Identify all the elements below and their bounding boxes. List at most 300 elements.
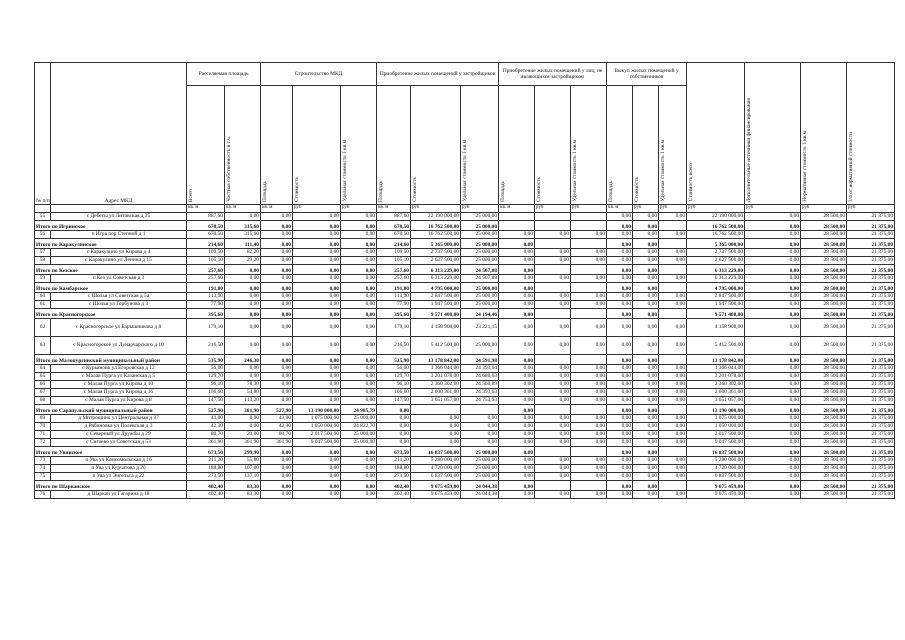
value-cell: 0,00 [571, 423, 607, 431]
value-cell: 0,00 [659, 423, 687, 431]
value-cell: 0,00 [261, 465, 293, 473]
value-cell [571, 213, 607, 221]
row-number: 65 [35, 373, 51, 381]
value-cell: 28 500,00 [801, 381, 847, 389]
value-cell: 0,00 [261, 293, 293, 301]
value-cell: 535,90 [377, 355, 411, 365]
value-cell: 0,00 [225, 213, 261, 221]
value-cell: 0,00 [499, 423, 535, 431]
subtotal-row [35, 481, 895, 491]
value-cell: 2 017 500,00 [687, 431, 745, 439]
value-cell: 0,00 [461, 439, 499, 447]
value-cell: 0,00 [659, 213, 687, 221]
value-cell: 106,60 [377, 389, 411, 397]
value-cell: 0,00 [745, 373, 801, 381]
value-cell: 0,00 [745, 257, 801, 265]
value-cell: 0,00 [745, 381, 801, 389]
value-cell: 670,50 [187, 221, 225, 231]
value-cell: 0,00 [499, 231, 535, 239]
value-cell: 0,00 [633, 309, 659, 319]
value-cell: 0,00 [745, 439, 801, 447]
value-cell: 0,00 [261, 457, 293, 465]
value-cell: 0,00 [341, 275, 377, 283]
value-cell: 0,00 [745, 389, 801, 397]
value-cell: 24 507,88 [461, 265, 499, 275]
value-cell: 96,10 [187, 381, 225, 389]
row-number: 57 [35, 249, 51, 257]
value-cell: 0,00 [633, 373, 659, 381]
value-cell: 0,00 [745, 309, 801, 319]
value-cell: 0,00 [535, 457, 571, 465]
row-address: д Митрошино ул Центральная д 37 [51, 415, 187, 423]
value-cell: 0,00 [461, 431, 499, 439]
value-cell: 361,90 [261, 439, 293, 447]
value-cell: 0,00 [499, 457, 535, 465]
value-cell: 0,00 [633, 465, 659, 473]
value-cell: 2 737 500,00 [687, 249, 745, 257]
value-cell: 25 000,00 [461, 239, 499, 249]
value-cell: 5 412 500,00 [687, 337, 745, 355]
value-cell: 5 280 000,00 [687, 457, 745, 465]
value-cell: 670,50 [187, 231, 225, 239]
value-cell: 0,00 [607, 283, 633, 293]
resettlement-table [34, 62, 895, 499]
value-cell: 0,00 [293, 257, 341, 265]
table-row [35, 473, 895, 481]
value-cell: 0,00 [745, 397, 801, 405]
col-dev-cost-header: Стоимость [411, 86, 461, 205]
group-buyout: Выкуп жилых помещений у собственников [607, 63, 687, 86]
value-cell: 21 375,00 [847, 265, 895, 275]
value-cell: 0,00 [607, 397, 633, 405]
row-address: с Курьяново ул Егоровская д 12 [51, 365, 187, 373]
group-resettled-area: Расселяемая площадь [187, 63, 261, 86]
value-cell: 0,00 [607, 381, 633, 389]
value-cell: 21 375,00 [847, 355, 895, 365]
value-cell: 0,00 [261, 447, 293, 457]
subtotal-label: Итого по Игринское [35, 221, 187, 231]
value-cell: 25 000,00 [461, 465, 499, 473]
value-cell: 105,10 [377, 257, 411, 265]
value-cell: 6 313 229,00 [687, 275, 745, 283]
unit-cell: кв. м [187, 205, 225, 213]
value-cell: 0,00 [659, 397, 687, 405]
value-cell: 0,00 [745, 473, 801, 481]
value-cell: 0,00 [659, 257, 687, 265]
value-cell: 0,00 [499, 319, 535, 337]
value-cell: 21 375,00 [847, 431, 895, 439]
value-cell: 0,00 [745, 447, 801, 457]
table-row [35, 231, 895, 239]
table-row [35, 465, 895, 473]
value-cell: 0,00 [745, 213, 801, 221]
value-cell: 0,00 [341, 389, 377, 397]
subtotal-row [35, 283, 895, 293]
value-cell: 0,00 [535, 431, 571, 439]
value-cell: 0,00 [341, 231, 377, 239]
value-cell: 0,00 [659, 457, 687, 465]
value-cell: 1 075 000,00 [687, 415, 745, 423]
value-cell: 24 753,93 [461, 397, 499, 405]
value-cell: 21 375,00 [847, 423, 895, 431]
value-cell [535, 221, 571, 231]
value-cell: 0,00 [377, 415, 411, 423]
row-number: 67 [35, 389, 51, 397]
value-cell: 28 500,00 [801, 239, 847, 249]
value-cell: 0,00 [745, 481, 801, 491]
value-cell: 0,00 [411, 439, 461, 447]
value-cell: 24 044,38 [461, 491, 499, 499]
value-cell: 2 847 500,00 [687, 293, 745, 301]
value-cell: 25 000,00 [461, 257, 499, 265]
row-address: с Малая Пурга ул Кирова д 10 [51, 381, 187, 389]
value-cell: 0,00 [293, 447, 341, 457]
value-cell: 0,00 [633, 381, 659, 389]
value-cell: 0,00 [293, 213, 341, 221]
value-cell: 188,80 [377, 465, 411, 473]
value-cell: 0,00 [633, 337, 659, 355]
value-cell: 56,00 [377, 365, 411, 373]
value-cell [535, 405, 571, 415]
value-cell: 0,00 [499, 373, 535, 381]
value-cell: 6 837 500,00 [411, 473, 461, 481]
value-cell: 0,00 [293, 365, 341, 373]
value-cell: 13 178 842,00 [687, 355, 745, 365]
value-cell: 28 500,00 [801, 481, 847, 491]
value-cell: 0,00 [261, 397, 293, 405]
group-purchase-other: Приобретение жилых помещений у лиц, не являющихся застройщиком [499, 63, 607, 86]
row-number: 72 [35, 439, 51, 447]
row-address: с Северный ул Дружбы д 29 [51, 431, 187, 439]
value-cell: 21 375,00 [847, 457, 895, 465]
value-cell: 0,00 [261, 221, 293, 231]
value-cell: 16 762 500,00 [411, 221, 461, 231]
value-cell: 0,00 [225, 293, 261, 301]
row-address: с Сигаево ул Советская д 53 [51, 439, 187, 447]
value-cell: 21 375,00 [847, 275, 895, 283]
value-cell: 0,00 [341, 365, 377, 373]
value-cell: 0,00 [745, 283, 801, 293]
value-cell: 82,20 [225, 249, 261, 257]
col-constr-area-header: Площадь [261, 86, 293, 205]
value-cell: 28 500,00 [801, 397, 847, 405]
value-cell: 21 375,00 [847, 473, 895, 481]
value-cell: 25 000,00 [461, 249, 499, 257]
value-cell: 28 500,00 [801, 319, 847, 337]
value-cell: 6 313 229,00 [687, 265, 745, 275]
value-cell: 0,00 [607, 481, 633, 491]
value-cell: 24 560,89 [461, 381, 499, 389]
value-cell: 0,00 [377, 405, 411, 415]
value-cell: 0,00 [745, 465, 801, 473]
row-address: д Шаркан ул Гагарина д 18 [51, 491, 187, 499]
col-address-header: Адрес МКД [51, 63, 187, 205]
row-number: 60 [35, 293, 51, 301]
value-cell: 216,50 [187, 337, 225, 355]
value-cell [659, 481, 687, 491]
value-cell: 28 500,00 [801, 337, 847, 355]
value-cell [535, 481, 571, 491]
value-cell [659, 405, 687, 415]
value-cell: 28 500,00 [801, 231, 847, 239]
value-cell: 0,00 [659, 319, 687, 337]
table-row [35, 213, 895, 221]
value-cell: 0,00 [499, 283, 535, 293]
value-cell: 56,00 [187, 365, 225, 373]
value-cell: 0,00 [535, 293, 571, 301]
value-cell: 4 158 908,00 [687, 319, 745, 337]
value-cell: 0,00 [261, 213, 293, 221]
table-row [35, 431, 895, 439]
value-cell: 24 680,63 [461, 373, 499, 381]
value-cell: 246,30 [225, 355, 261, 365]
col-dev-unit-header: Удельная стоимость 1 кв.м [461, 86, 499, 205]
value-cell: 1 366 044,00 [687, 365, 745, 373]
value-cell: 0,00 [745, 337, 801, 355]
value-cell: 23 221,15 [461, 319, 499, 337]
value-cell: 527,90 [187, 405, 225, 415]
value-cell: 257,60 [187, 265, 225, 275]
row-number: 61 [35, 301, 51, 309]
value-cell: 0,00 [261, 481, 293, 491]
value-cell: 16 837 500,00 [687, 447, 745, 457]
value-cell: 0,00 [745, 265, 801, 275]
value-cell: 0,00 [745, 365, 801, 373]
value-cell: 0,00 [745, 249, 801, 257]
value-cell: 0,00 [633, 405, 659, 415]
subtotal-label: Итого по Малопургинский муниципальный район [35, 355, 187, 365]
value-cell: 113,20 [225, 397, 261, 405]
value-cell: 0,00 [261, 283, 293, 293]
value-cell: 0,00 [659, 301, 687, 309]
value-cell: 129,70 [187, 373, 225, 381]
value-cell [571, 405, 607, 415]
value-cell: 24 393,64 [461, 365, 499, 373]
value-cell: 0,00 [499, 293, 535, 301]
value-cell: 0,00 [535, 397, 571, 405]
value-cell: 0,00 [659, 465, 687, 473]
value-cell: 0,00 [225, 415, 261, 423]
value-cell: 0,00 [571, 257, 607, 265]
value-cell [571, 447, 607, 457]
value-cell: 361,90 [187, 439, 225, 447]
value-cell: 0,00 [341, 257, 377, 265]
value-cell: 0,00 [535, 249, 571, 257]
value-cell: 9 675 459,00 [687, 491, 745, 499]
value-cell: 28 500,00 [801, 249, 847, 257]
value-cell: 0,00 [341, 473, 377, 481]
value-cell: 0,00 [571, 381, 607, 389]
value-cell: 77,90 [187, 301, 225, 309]
value-cell: 0,00 [659, 491, 687, 499]
value-cell: 21 375,00 [847, 389, 895, 397]
value-cell: 0,00 [535, 319, 571, 337]
value-cell: 0,00 [341, 465, 377, 473]
value-cell: 21 375,00 [847, 231, 895, 239]
value-cell: 0,00 [607, 293, 633, 301]
subtotal-label: Итого по Шарканское [35, 481, 187, 491]
value-cell: 179,10 [377, 319, 411, 337]
value-cell: 527,90 [261, 405, 293, 415]
value-cell: 4 795 000,00 [687, 283, 745, 293]
value-cell: 0,00 [571, 231, 607, 239]
value-cell: 0,00 [341, 249, 377, 257]
value-cell [535, 355, 571, 365]
value-cell: 3 201 078,00 [687, 373, 745, 381]
value-cell: 28 500,00 [801, 473, 847, 481]
value-cell: 0,00 [607, 257, 633, 265]
row-address: д Рябиновка ул Полевская д 3 [51, 423, 187, 431]
value-cell: 28 500,00 [801, 355, 847, 365]
value-cell: 0,00 [225, 265, 261, 275]
unit-cell: руб [341, 205, 377, 213]
value-cell: 0,00 [607, 249, 633, 257]
value-cell: 0,00 [499, 309, 535, 319]
subtotal-row [35, 447, 895, 457]
value-cell: 21 375,00 [847, 365, 895, 373]
value-cell: 16 762 500,00 [411, 231, 461, 239]
value-cell: 0,00 [535, 381, 571, 389]
row-number: 63 [35, 337, 51, 355]
value-cell: 0,00 [377, 439, 411, 447]
value-cell: 0,00 [745, 221, 801, 231]
value-cell: 25 000,00 [461, 301, 499, 309]
value-cell: 0,00 [745, 405, 801, 415]
value-cell: 0,00 [607, 473, 633, 481]
value-cell: 0,00 [293, 249, 341, 257]
value-cell: 0,00 [535, 365, 571, 373]
row-address: с Шолья ул Советская д 5а [51, 293, 187, 301]
row-number: 74 [35, 465, 51, 473]
value-cell: 0,00 [261, 355, 293, 365]
value-cell: 21 375,00 [847, 373, 895, 381]
value-cell: 0,00 [745, 423, 801, 431]
value-cell: 96,10 [377, 381, 411, 389]
value-cell: 42,30 [261, 423, 293, 431]
value-cell: 0,00 [499, 249, 535, 257]
value-cell: 361,90 [225, 439, 261, 447]
value-cell: 273,50 [187, 473, 225, 481]
value-cell: 0,00 [341, 491, 377, 499]
value-cell [571, 283, 607, 293]
col-private-header: Частная собственность в т.ч. [225, 86, 261, 205]
value-cell: 28 500,00 [801, 491, 847, 499]
value-cell: 113,90 [187, 293, 225, 301]
value-cell: 2 737 500,00 [411, 249, 461, 257]
unit-cell: руб [293, 205, 341, 213]
value-cell: 0,00 [341, 213, 377, 221]
value-cell: 0,00 [535, 423, 571, 431]
value-cell: 0,00 [633, 355, 659, 365]
value-cell: 28 500,00 [801, 405, 847, 415]
value-cell: 0,00 [261, 309, 293, 319]
value-cell: 0,00 [745, 355, 801, 365]
value-cell: 0,00 [607, 355, 633, 365]
value-cell: 147,50 [187, 397, 225, 405]
table-row [35, 381, 895, 389]
value-cell: 0,00 [499, 491, 535, 499]
row-address: с Красногорское ул Лунарчарского д 10 [51, 337, 187, 355]
value-cell: 535,90 [187, 355, 225, 365]
row-address: п Ува ул Комсомольская д 16 [51, 457, 187, 465]
value-cell: 21 375,00 [847, 397, 895, 405]
value-cell: 0,00 [261, 365, 293, 373]
value-cell: 0,00 [341, 481, 377, 491]
value-cell [499, 213, 535, 221]
row-number: 56 [35, 231, 51, 239]
value-cell: 0,00 [745, 415, 801, 423]
value-cell: 13 190 000,00 [293, 405, 341, 415]
value-cell: 21 375,00 [847, 415, 895, 423]
value-cell: 13 190 000,00 [687, 405, 745, 415]
value-cell: 381,90 [225, 405, 261, 415]
table-row [35, 491, 895, 499]
value-cell: 0,00 [571, 397, 607, 405]
value-cell: 0,00 [293, 239, 341, 249]
value-cell: 0,00 [341, 221, 377, 231]
unit-cell: кв. м [225, 205, 261, 213]
value-cell: 402,40 [187, 491, 225, 499]
value-cell: 0,00 [261, 381, 293, 389]
value-cell: 4 720 000,00 [411, 465, 461, 473]
value-cell: 0,00 [293, 319, 341, 337]
value-cell: 402,40 [377, 491, 411, 499]
value-cell: 0,00 [659, 337, 687, 355]
table-row [35, 415, 895, 423]
subtotal-row [35, 309, 895, 319]
value-cell: 0,00 [341, 309, 377, 319]
value-cell: 0,00 [535, 439, 571, 447]
value-cell: 0,00 [607, 431, 633, 439]
value-cell: 21 375,00 [847, 309, 895, 319]
value-cell: 0,00 [745, 301, 801, 309]
value-cell: 25 000,00 [461, 231, 499, 239]
value-cell: 0,00 [633, 457, 659, 465]
value-cell: 0,00 [607, 405, 633, 415]
value-cell: 0,00 [499, 439, 535, 447]
value-cell: 0,00 [499, 257, 535, 265]
value-cell: 0,00 [607, 439, 633, 447]
value-cell: 21 375,00 [847, 465, 895, 473]
value-cell [411, 405, 461, 415]
row-number: 64 [35, 365, 51, 373]
value-cell: 0,00 [293, 309, 341, 319]
value-cell: 214,60 [377, 239, 411, 249]
value-cell: 670,50 [377, 231, 411, 239]
value-cell: 25 000,00 [461, 213, 499, 221]
value-cell: 0,00 [499, 389, 535, 397]
value-cell: 0,00 [633, 423, 659, 431]
value-cell: 43,00 [187, 415, 225, 423]
group-purchase-developer: Приобретение жилых помещений у застройщиков [377, 63, 499, 86]
value-cell: 9 047 500,00 [687, 439, 745, 447]
value-cell: 0,00 [377, 423, 411, 431]
value-cell: 21 375,00 [847, 447, 895, 457]
value-cell: 257,60 [377, 265, 411, 275]
value-cell: 673,50 [377, 447, 411, 457]
value-cell: 24 393,63 [461, 389, 499, 397]
row-address: п Ува ул Курчатова д 20 [51, 465, 187, 473]
value-cell: 0,00 [571, 491, 607, 499]
subtotal-label: Итого по Каракулинское [35, 239, 187, 249]
value-cell: 42,30 [187, 423, 225, 431]
value-cell: 9 675 459,00 [687, 481, 745, 491]
row-address: с Дебесы ул Литовская д 35 [51, 213, 187, 221]
value-cell: 402,40 [377, 481, 411, 491]
value-cell: 0,00 [461, 415, 499, 423]
value-cell: 0,00 [293, 293, 341, 301]
value-cell: 0,00 [633, 239, 659, 249]
